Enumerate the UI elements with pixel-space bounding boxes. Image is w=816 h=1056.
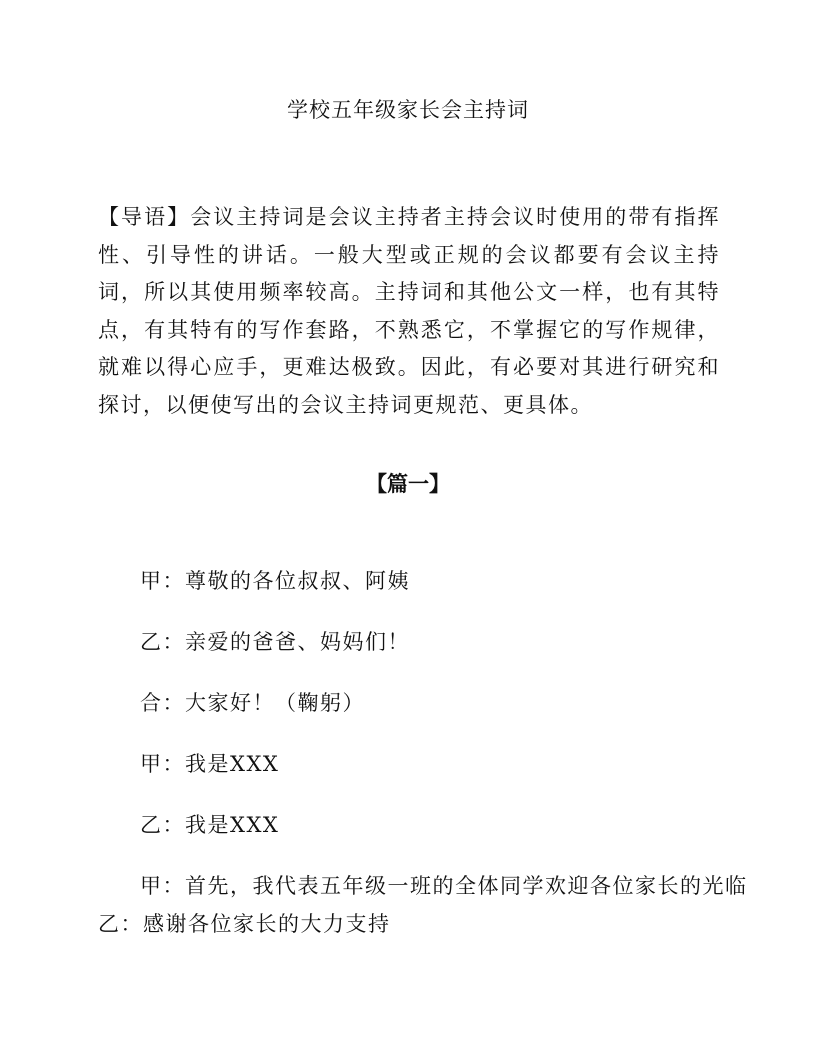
dialog-line-6: 甲：首先，我代表五年级一班的全体同学欢迎各位家长的光临 (140, 874, 748, 898)
intro-paragraph: 【导语】会议主持词是会议主持者主持会议时使用的带有指挥性、引导性的讲话。一般大型或正规的会议都要有会议主持词，所以其使用频率较高。主持词和其他公文一样，也有其特点，有其特有的写作套路，不熟悉它，不掌握它的写作规律，就难以得心应手，更难达极致。因此，有必要对其进行研究和探讨，以便使写出的会议主持词更规范、更具体。 (98, 205, 720, 417)
dialog-line-5: 乙：我是XXX (140, 813, 280, 837)
dialog-line-4: 甲：我是XXX (140, 752, 280, 776)
dialog-line-1: 甲：尊敬的各位叔叔、阿姨 (140, 569, 410, 593)
document-title: 学校五年级家长会主持词 (287, 98, 529, 122)
dialog-line-3: 合：大家好！（鞠躬） (140, 691, 365, 715)
dialog-line-2: 乙：亲爱的爸爸、妈妈们！ (140, 630, 410, 654)
dialog-line-7: 乙：感谢各位家长的大力支持 (98, 912, 391, 936)
section-heading: 【篇一】 (366, 471, 450, 496)
